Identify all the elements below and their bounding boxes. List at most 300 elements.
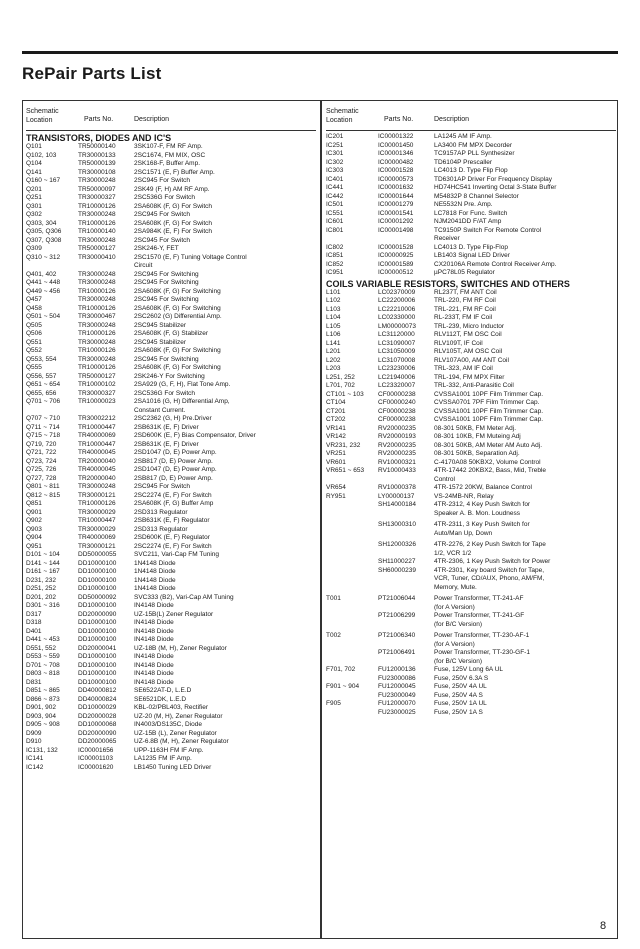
table-row xyxy=(326,692,616,701)
header-location: Schematic Location xyxy=(26,108,59,124)
table-row xyxy=(26,687,316,696)
cell-description: IN4148 Diode xyxy=(134,619,174,626)
cell-location: IC141 xyxy=(26,755,44,762)
cell-location: Q551 xyxy=(26,338,42,346)
cell-description: LC4013 D. Type Flip Flop xyxy=(434,167,508,174)
cell-part-no: DD10000100 xyxy=(78,678,117,686)
cell-part-no: IC00001589 xyxy=(378,260,414,268)
header-description: Description xyxy=(134,116,170,123)
table-row xyxy=(26,203,316,212)
cell-part-no: IC00001498 xyxy=(378,226,414,234)
cell-part-no xyxy=(378,584,434,593)
cell-location: IC142 xyxy=(26,763,44,771)
cell-location: Q201 xyxy=(26,185,42,193)
table-row xyxy=(326,142,616,151)
cell-description: LA1245 AM IF Amp. xyxy=(434,133,492,140)
table-row xyxy=(26,254,316,263)
cell-description: 2SA984K (E, F) For Switch xyxy=(134,228,213,235)
cell-location: Q701 ~ 706 xyxy=(26,398,61,405)
cell-description: 1N4148 Diode xyxy=(134,568,176,575)
cell-description: TD6104P Prescaller xyxy=(434,158,493,166)
cell-description: 2SC1674, FM MIX, OSC xyxy=(134,151,206,159)
cell-location xyxy=(326,541,378,550)
cell-description: 2SD600K (E, F) Regulator xyxy=(134,534,210,541)
cell-description: IN4148 Diode xyxy=(134,636,174,643)
cell-description: 2SC536G For Switch xyxy=(134,389,196,397)
table-row xyxy=(326,289,616,298)
table-row xyxy=(326,252,616,261)
cell-description: UZ-20 (M, H), Zener Regulator xyxy=(134,712,223,720)
cell-location xyxy=(326,530,378,539)
cell-part-no: IC00001541 xyxy=(378,209,414,217)
cell-description: 2SC945 For Switching xyxy=(134,296,199,303)
table-row xyxy=(326,348,616,357)
cell-description: 2SK49 (F, H) AM RF Amp. xyxy=(134,185,210,193)
cell-part-no: TR10000126 xyxy=(78,219,116,227)
cell-description: 4TR-2276, 2 Key Push Switch for Tape xyxy=(434,541,546,548)
cell-location: Q506 xyxy=(26,330,42,337)
cell-location: VR142 xyxy=(326,433,346,440)
table-row xyxy=(26,398,316,407)
cell-description: TRL-221, FM RF Coil xyxy=(434,305,496,313)
cell-description: 2SB631K (E, F) Driver xyxy=(134,423,199,431)
table-row xyxy=(326,331,616,340)
cell-location: D905 ~ 908 xyxy=(26,721,60,728)
cell-location: D553 ~ 559 xyxy=(26,653,60,660)
cell-part-no xyxy=(378,621,434,630)
cell-description: 2SC945 For Switch xyxy=(134,483,190,490)
cell-location: Q449 ~ 456 xyxy=(26,287,61,295)
cell-part-no xyxy=(378,476,434,485)
table-row xyxy=(326,374,616,383)
cell-part-no: TR30000133 xyxy=(78,151,116,159)
cell-part-no: TR40000069 xyxy=(78,534,116,541)
table-row xyxy=(26,526,316,535)
cell-description: 4TR-17442 20KBX2, Bass, Mid, Treble xyxy=(434,467,547,474)
cell-part-no: TR10000126 xyxy=(78,202,116,210)
cell-description: (for B/C Version) xyxy=(434,657,483,665)
cell-location xyxy=(326,675,378,684)
cell-part-no: SH60000239 xyxy=(378,566,416,574)
cell-part-no: FU23000025 xyxy=(378,708,416,716)
table-row xyxy=(26,721,316,730)
table-row xyxy=(26,645,316,654)
cell-location: Q721, 722 xyxy=(26,449,57,456)
cell-description: SVC211, Vari-Cap FM Tuning xyxy=(134,551,220,558)
table-row xyxy=(26,653,316,662)
cell-description: TRL-323, AM IF Coil xyxy=(434,365,493,372)
cell-location: D441 ~ 453 xyxy=(26,636,60,643)
table-row xyxy=(326,530,616,539)
cell-location: Q160 ~ 167 xyxy=(26,177,61,184)
table-header xyxy=(326,103,616,131)
table-row xyxy=(326,683,616,692)
cell-description: UZ-15B (L), Zener Regulator xyxy=(134,729,217,737)
cell-description: SE6522AT-D, L.E.D xyxy=(134,687,192,694)
cell-description: LA1235 FM IF Amp. xyxy=(134,755,192,762)
cell-part-no: TR50000127 xyxy=(78,245,116,252)
cell-part-no: TR30002212 xyxy=(78,415,116,422)
cell-description: Power Transformer, TT-241-AF xyxy=(434,595,524,602)
cell-location: VR141 xyxy=(326,424,346,432)
table-row xyxy=(326,167,616,176)
cell-description: 08-301 50KB, FM Meter Adj. xyxy=(434,424,517,432)
cell-part-no: CF00000238 xyxy=(378,416,416,423)
cell-description: RLV105T, AM OSC Coil xyxy=(434,348,503,355)
cell-description: C-4170A08 50KBX2, Volume Control xyxy=(434,458,541,466)
cell-location: Q303, 304 xyxy=(26,219,57,227)
header-part-no: Parts No. xyxy=(384,116,414,123)
cell-location: D903, 904 xyxy=(26,712,56,720)
cell-location xyxy=(326,501,378,510)
cell-description: SVC333 (B2), Vari-Cap AM Tuning xyxy=(134,593,234,601)
cell-location: F905 xyxy=(326,700,341,707)
table-row xyxy=(26,704,316,713)
cell-part-no: IC00001279 xyxy=(378,201,414,208)
cell-description: 4TR-2312, 4 Key Push Switch for xyxy=(434,501,531,508)
cell-part-no: TR30000248 xyxy=(78,296,116,303)
cell-part-no: IC00001644 xyxy=(378,192,414,200)
cell-description: IN4003/DS135C, Diode xyxy=(134,721,202,728)
table-row xyxy=(326,193,616,202)
cell-location: IC302 xyxy=(326,158,344,166)
cell-part-no: TR30000410 xyxy=(78,253,116,261)
cell-description: 2SC2362 (G, H) Pre.Driver xyxy=(134,415,212,422)
cell-description: IN4148 Diode xyxy=(134,661,174,669)
cell-description: LC4013 D. Type Flip-Flop xyxy=(434,243,508,251)
cell-part-no: DD40000824 xyxy=(78,695,117,703)
cell-description: Circuit xyxy=(134,262,153,269)
cell-location xyxy=(326,550,378,559)
cell-description: RLV109T, IF Coil xyxy=(434,339,483,347)
cell-description: TRL-220, FM RF Coil xyxy=(434,297,496,304)
cell-location: Q904 xyxy=(26,534,42,541)
table-row xyxy=(26,551,316,560)
cell-part-no xyxy=(378,575,434,584)
cell-location: Q812 ~ 815 xyxy=(26,491,61,499)
cell-description: 1N4148 Diode xyxy=(134,576,176,584)
cell-location: T002 xyxy=(326,632,341,639)
cell-location: F901 ~ 904 xyxy=(326,683,360,690)
table-row xyxy=(26,271,316,280)
cell-description: 2SC2274 (E, F) For Switch xyxy=(134,491,212,499)
table-row xyxy=(26,543,316,552)
cell-location xyxy=(326,584,378,593)
cell-part-no: DD10000100 xyxy=(78,670,117,677)
cell-part-no: DD20000090 xyxy=(78,729,117,737)
table-row xyxy=(26,339,316,348)
cell-location: Q715 ~ 718 xyxy=(26,432,61,439)
cell-part-no: TR10000126 xyxy=(78,287,116,295)
cell-part-no xyxy=(378,641,434,650)
cell-description: CVSSA0701 7PF Film Trimmer Cap. xyxy=(434,399,540,406)
cell-description: VS-24MB-NR, Relay xyxy=(434,492,494,500)
cell-part-no: IC00001620 xyxy=(78,763,114,771)
cell-description: 2SC945 For Switching xyxy=(134,270,199,278)
cell-location: L106 xyxy=(326,331,341,338)
table-row xyxy=(26,373,316,382)
cell-description: 2SB817 (D, E) Power Amp. xyxy=(134,474,213,482)
cell-part-no: DD10000100 xyxy=(78,653,117,660)
cell-part-no: TR10000126 xyxy=(78,500,116,507)
cell-part-no: FU23000049 xyxy=(378,691,416,699)
cell-location xyxy=(326,692,378,701)
cell-location: Q301 xyxy=(26,202,42,210)
cell-location xyxy=(326,641,378,650)
table-row xyxy=(326,227,616,236)
cell-description: CVSSA1001 10PF Film Trimmer Cap. xyxy=(434,407,544,415)
cell-part-no: IC00001103 xyxy=(78,755,113,762)
cell-description: LB1403 Signal LED Driver xyxy=(434,252,510,259)
top-rule xyxy=(22,51,618,54)
table-row xyxy=(26,441,316,450)
cell-location: Q725, 726 xyxy=(26,466,57,473)
cell-description: 2SC945 For Switch xyxy=(134,177,190,184)
table-row xyxy=(26,322,316,331)
cell-part-no: DD10000100 xyxy=(78,585,117,592)
cell-description: 2SC1571 (E, F) Buffer Amp. xyxy=(134,168,215,176)
table-row xyxy=(26,500,316,509)
cell-description: 2SD1047 (D, E) Power Amp. xyxy=(134,466,217,473)
table-row xyxy=(26,764,316,773)
cell-description: UPP-1163H FM IF Amp. xyxy=(134,746,204,754)
table-row xyxy=(326,210,616,219)
cell-description: RLV112T, FM OSC Coil xyxy=(434,331,502,338)
cell-part-no: TR40000069 xyxy=(78,432,116,439)
cell-description: 2SC945 For Switch xyxy=(134,236,190,244)
cell-part-no: TR50000097 xyxy=(78,185,116,193)
cell-description: Constant Current. xyxy=(134,406,186,414)
cell-location xyxy=(326,575,378,584)
cell-location: IC801 xyxy=(326,226,344,234)
cell-location xyxy=(26,262,78,271)
cell-description: TRL-239, Micro Inductor xyxy=(434,322,505,330)
cell-part-no: TR10000126 xyxy=(78,330,116,337)
cell-location: D901, 902 xyxy=(26,704,56,711)
cell-location: IC802 xyxy=(326,243,344,251)
cell-part-no: RV20000235 xyxy=(378,450,416,457)
cell-description: 2SC945 Stabilizer xyxy=(134,321,187,329)
cell-location: IC852 xyxy=(326,260,344,268)
cell-location: RY951 xyxy=(326,492,346,500)
table-row xyxy=(326,641,616,650)
cell-location: Q441 ~ 448 xyxy=(26,279,61,286)
cell-part-no: TR10000447 xyxy=(78,440,116,448)
cell-location: T001 xyxy=(326,595,341,602)
table-row xyxy=(26,262,316,271)
cell-location: L203 xyxy=(326,365,341,372)
cell-location xyxy=(326,521,378,530)
cell-description: RL237T, FM ANT Coil xyxy=(434,288,497,296)
table-row xyxy=(26,288,316,297)
cell-location: Q101 xyxy=(26,143,42,150)
cell-part-no: TR10000447 xyxy=(78,517,116,524)
table-row xyxy=(326,510,616,519)
cell-description: 1N4148 Diode xyxy=(134,559,176,567)
table-row xyxy=(326,467,616,476)
cell-description: RLV107A00, AM ANT Coil xyxy=(434,356,509,364)
table-row xyxy=(326,595,616,604)
cell-location xyxy=(326,235,378,244)
cell-part-no: TR50000127 xyxy=(78,372,116,380)
table-row xyxy=(326,399,616,408)
cell-part-no: IC00000925 xyxy=(378,252,414,259)
cell-description: 1N4148 Diode xyxy=(134,585,176,592)
table-row xyxy=(26,330,316,339)
right-rows xyxy=(326,133,616,717)
cell-description: 3SK107-F, FM RF Amp. xyxy=(134,143,203,150)
table-row xyxy=(26,237,316,246)
cell-location: Q401, 402 xyxy=(26,270,57,278)
table-row xyxy=(26,407,316,416)
cell-location: Q555 xyxy=(26,364,42,371)
column-divider xyxy=(320,101,322,938)
cell-location: D161 ~ 167 xyxy=(26,568,60,575)
cell-location: IC601 xyxy=(326,218,344,225)
cell-part-no: TR30000248 xyxy=(78,355,116,363)
cell-description: LB1450 Tuning LED Driver xyxy=(134,763,212,771)
table-row xyxy=(26,381,316,390)
cell-description: 2SA608K (F, G) Stabilizer xyxy=(134,330,209,337)
cell-part-no: DD10000100 xyxy=(78,636,117,643)
table-row xyxy=(26,228,316,237)
cell-part-no: PT21006491 xyxy=(378,649,416,656)
cell-location: Q707 ~ 710 xyxy=(26,415,61,422)
table-row xyxy=(26,483,316,492)
table-row xyxy=(26,390,316,399)
page-title: RePair Parts List xyxy=(22,64,162,83)
table-row xyxy=(326,323,616,332)
cell-location: D831 xyxy=(26,678,42,686)
cell-location: D851 ~ 865 xyxy=(26,687,60,694)
table-row xyxy=(26,186,316,195)
cell-location: L103 xyxy=(326,305,341,313)
table-row xyxy=(326,612,616,621)
cell-part-no: IC00001346 xyxy=(378,150,414,157)
cell-location: D551, 552 xyxy=(26,644,56,652)
cell-location: D910 xyxy=(26,738,42,745)
table-row xyxy=(326,261,616,270)
cell-location xyxy=(326,621,378,630)
cell-part-no: DD10000068 xyxy=(78,721,117,728)
cell-part-no: TR20000040 xyxy=(78,457,116,465)
table-row xyxy=(326,700,616,709)
cell-part-no: TR30000248 xyxy=(78,211,116,218)
cell-location: Q801 ~ 811 xyxy=(26,483,60,490)
cell-part-no: TR30000121 xyxy=(78,491,116,499)
cell-part-no: DD10000100 xyxy=(78,559,117,567)
table-row xyxy=(326,459,616,468)
cell-description: 08-301 50KB, AM Meter AM Auto Adj. xyxy=(434,441,543,449)
cell-location: D317 xyxy=(26,610,42,618)
table-row xyxy=(26,517,316,526)
table-row xyxy=(26,568,316,577)
cell-location xyxy=(326,604,378,613)
cell-description: CX20106A Remote Control Receiver Amp. xyxy=(434,260,557,268)
cell-part-no: IC00000512 xyxy=(378,269,414,276)
cell-part-no: DD10000100 xyxy=(78,602,117,609)
cell-location: D201, 202 xyxy=(26,593,56,601)
cell-part-no: TR30000029 xyxy=(78,508,116,516)
cell-description: Fuse, 250V 4A S xyxy=(434,691,483,699)
table-row xyxy=(26,619,316,628)
cell-part-no: TR30000029 xyxy=(78,525,116,533)
cell-description: Power Transformer, TT-230-AF-1 xyxy=(434,632,530,639)
table-row xyxy=(26,458,316,467)
cell-description: 2SK168-F, Buffer Amp. xyxy=(134,160,200,167)
table-row xyxy=(326,493,616,502)
cell-part-no: RV20000193 xyxy=(378,433,416,440)
table-row xyxy=(26,245,316,254)
cell-part-no xyxy=(78,407,134,416)
cell-part-no: RV10000378 xyxy=(378,484,416,491)
left-column xyxy=(26,103,316,772)
cell-description: IN4148 Diode xyxy=(134,678,174,686)
header-description: Description xyxy=(434,116,470,123)
cell-description: 2SD1047 (D, E) Power Amp. xyxy=(134,449,217,456)
table-row xyxy=(26,305,316,314)
cell-location: Q458 xyxy=(26,304,42,312)
cell-description: UZ-15B(L) Zener Regulator xyxy=(134,610,214,618)
table-row xyxy=(326,269,616,278)
cell-location: Q727, 728 xyxy=(26,474,57,482)
cell-description: 2SC1570 (E, F) Tuning Voltage Control xyxy=(134,253,247,261)
cell-description: NJM2041DD F/AT Amp xyxy=(434,218,502,225)
table-row xyxy=(26,356,316,365)
cell-description: 2SK246-Y, FET xyxy=(134,245,179,252)
cell-part-no: IC00000482 xyxy=(378,158,414,166)
table-row xyxy=(326,425,616,434)
cell-location: L201 xyxy=(326,348,341,355)
table-row xyxy=(326,357,616,366)
cell-part-no: DD10000100 xyxy=(78,627,117,635)
table-row xyxy=(326,558,616,567)
cell-part-no: LC31070008 xyxy=(378,356,416,364)
table-row xyxy=(326,675,616,684)
cell-description: 2SD313 Regulator xyxy=(134,508,188,516)
cell-description: 2SD600K (E, F) Bias Compensator, Driver xyxy=(134,432,256,439)
table-row xyxy=(326,184,616,193)
cell-description: IN4148 Diode xyxy=(134,653,174,660)
cell-location: Q851 xyxy=(26,500,42,507)
table-row xyxy=(326,408,616,417)
table-row xyxy=(326,176,616,185)
section-heading: COILS VARIABLE RESISTORS, SWITCHES AND OTHERS xyxy=(326,278,570,289)
cell-location: IC441 xyxy=(326,184,344,191)
cell-description: 2SC945 Stabilizer xyxy=(134,338,187,346)
cell-part-no: IC00001632 xyxy=(378,184,414,191)
cell-part-no: TR30000248 xyxy=(78,279,116,286)
table-row xyxy=(26,662,316,671)
cell-location: Q302 xyxy=(26,211,42,218)
cell-description: VCR, Tuner, CD/AUX, Phono, AM/FM, xyxy=(434,575,545,582)
cell-part-no: RV10000321 xyxy=(378,458,416,466)
cell-description: Fuse, 125V Long 6A UL xyxy=(434,666,504,673)
cell-location: CT101 ~ 103 xyxy=(326,390,364,398)
cell-location: IC201 xyxy=(326,133,344,140)
cell-location: D401 xyxy=(26,627,42,635)
cell-description: TRL-332, Anti-Parasitic Coil xyxy=(434,382,514,389)
cell-description: Power Transformer, TT-230-GF-1 xyxy=(434,649,530,656)
cell-location: D866 ~ 873 xyxy=(26,695,60,703)
cell-part-no: TR10000102 xyxy=(78,381,116,388)
cell-description: 2SC945 For Switching xyxy=(134,355,199,363)
table-row xyxy=(326,632,616,641)
cell-part-no: TR40000045 xyxy=(78,466,116,473)
table-row xyxy=(326,133,616,142)
cell-description: LC7818 For Func. Switch xyxy=(434,209,508,217)
cell-part-no: DD20000041 xyxy=(78,644,117,652)
